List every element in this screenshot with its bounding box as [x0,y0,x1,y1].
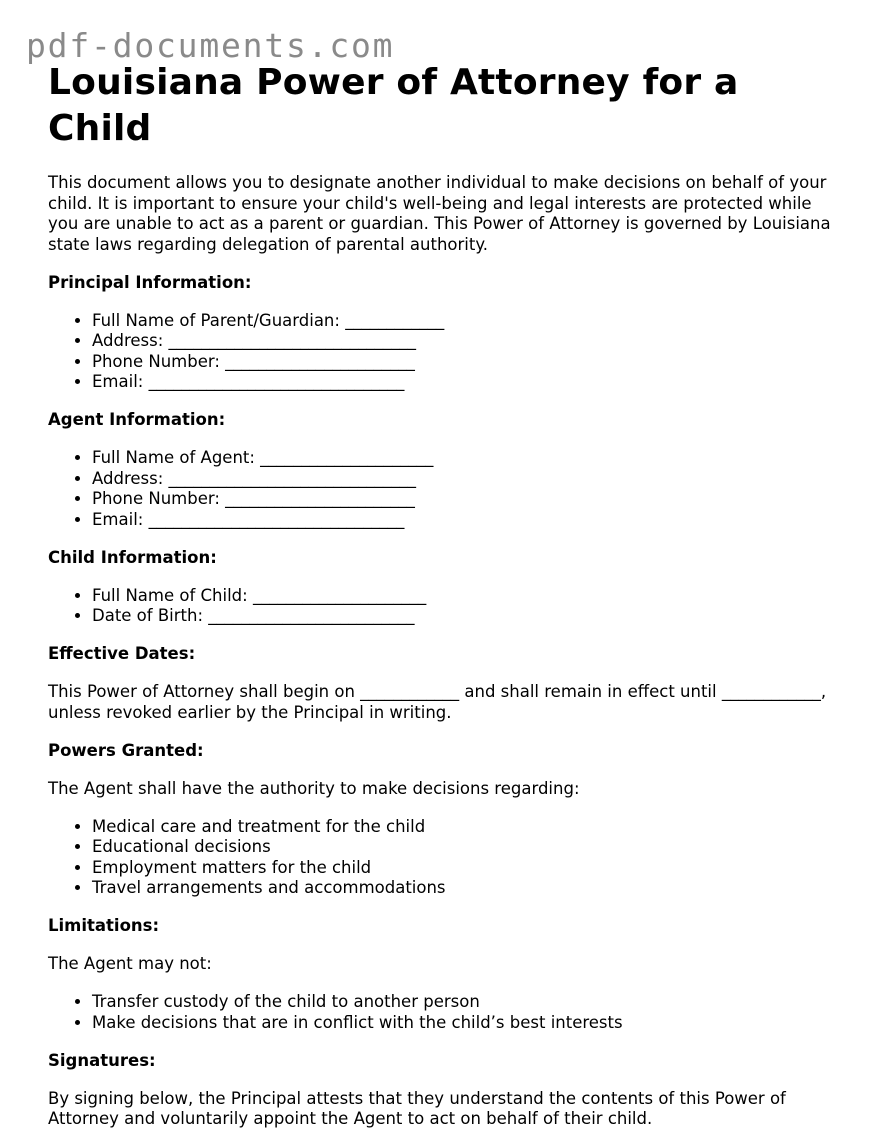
list-item: • Transfer custody of the child to another person [92,992,838,1013]
principal-address-field: • Address: ______________________________ [92,331,838,352]
principal-phone-field: • Phone Number: _______________________ [92,352,838,373]
list-item: • Medical care and treatment for the child [92,817,838,838]
child-list [48,586,838,627]
dates-paragraph: This Power of Attorney shall begin on ____________ and shall remain in effect until ____________, unless revoked earlier by the Principal in writing. [48,682,827,722]
limitations-paragraph: The Agent may not: [48,954,212,973]
page-title: Louisiana Power of Attorney for a Child [48,62,739,149]
child-dob-field: • Date of Birth: _________________________ [92,606,838,627]
list-item: • Make decisions that are in conflict with the child’s best interests [92,1013,838,1034]
intro-paragraph: This document allows you to designate another individual to make decisions on behalf of your child. It is important to ensure your child's well-being and legal interests are protected while you are unable to act as a parent or guardian. This Power of Attorney is governed by Louisiana state laws regarding delegation of parental authority. [48,173,831,254]
powers-heading: Powers Granted: [48,740,204,760]
agent-email-field: • Email: _______________________________ [92,510,838,531]
principal-email-field: • Email: _______________________________ [92,372,838,393]
limitations-heading: Limitations: [48,916,160,935]
dates-heading: Effective Dates: [48,644,196,663]
agent-phone-field: • Phone Number: _______________________ [92,489,838,510]
agent-address-field: • Address: ______________________________ [92,469,838,490]
list-item: • Travel arrangements and accommodations [92,878,838,899]
watermark: pdf-documents.com [26,26,395,65]
powers-paragraph: The Agent shall have the authority to make decisions regarding: [48,778,580,798]
principal-name-field: • Full Name of Parent/Guardian: ____________ [92,311,838,332]
list-item: • Educational decisions [92,837,838,858]
principal-list [48,311,838,393]
powers-list [48,817,838,899]
agent-list [48,448,838,530]
agent-heading: Agent Information: [48,410,226,429]
principal-heading: Principal Information: [48,272,252,292]
signatures-paragraph: By signing below, the Principal attests that they understand the contents of this Power of Attorney and voluntarily appoint the Agent to act on behalf of their child. [48,1088,786,1128]
signatures-heading: Signatures: [48,1050,156,1070]
child-heading: Child Information: [48,547,217,567]
limitations-list [48,992,838,1033]
list-item: • Employment matters for the child [92,858,838,879]
agent-name-field: • Full Name of Agent: _____________________ [92,448,838,469]
child-name-field: • Full Name of Child: _____________________ [92,586,838,607]
document [48,60,838,1130]
